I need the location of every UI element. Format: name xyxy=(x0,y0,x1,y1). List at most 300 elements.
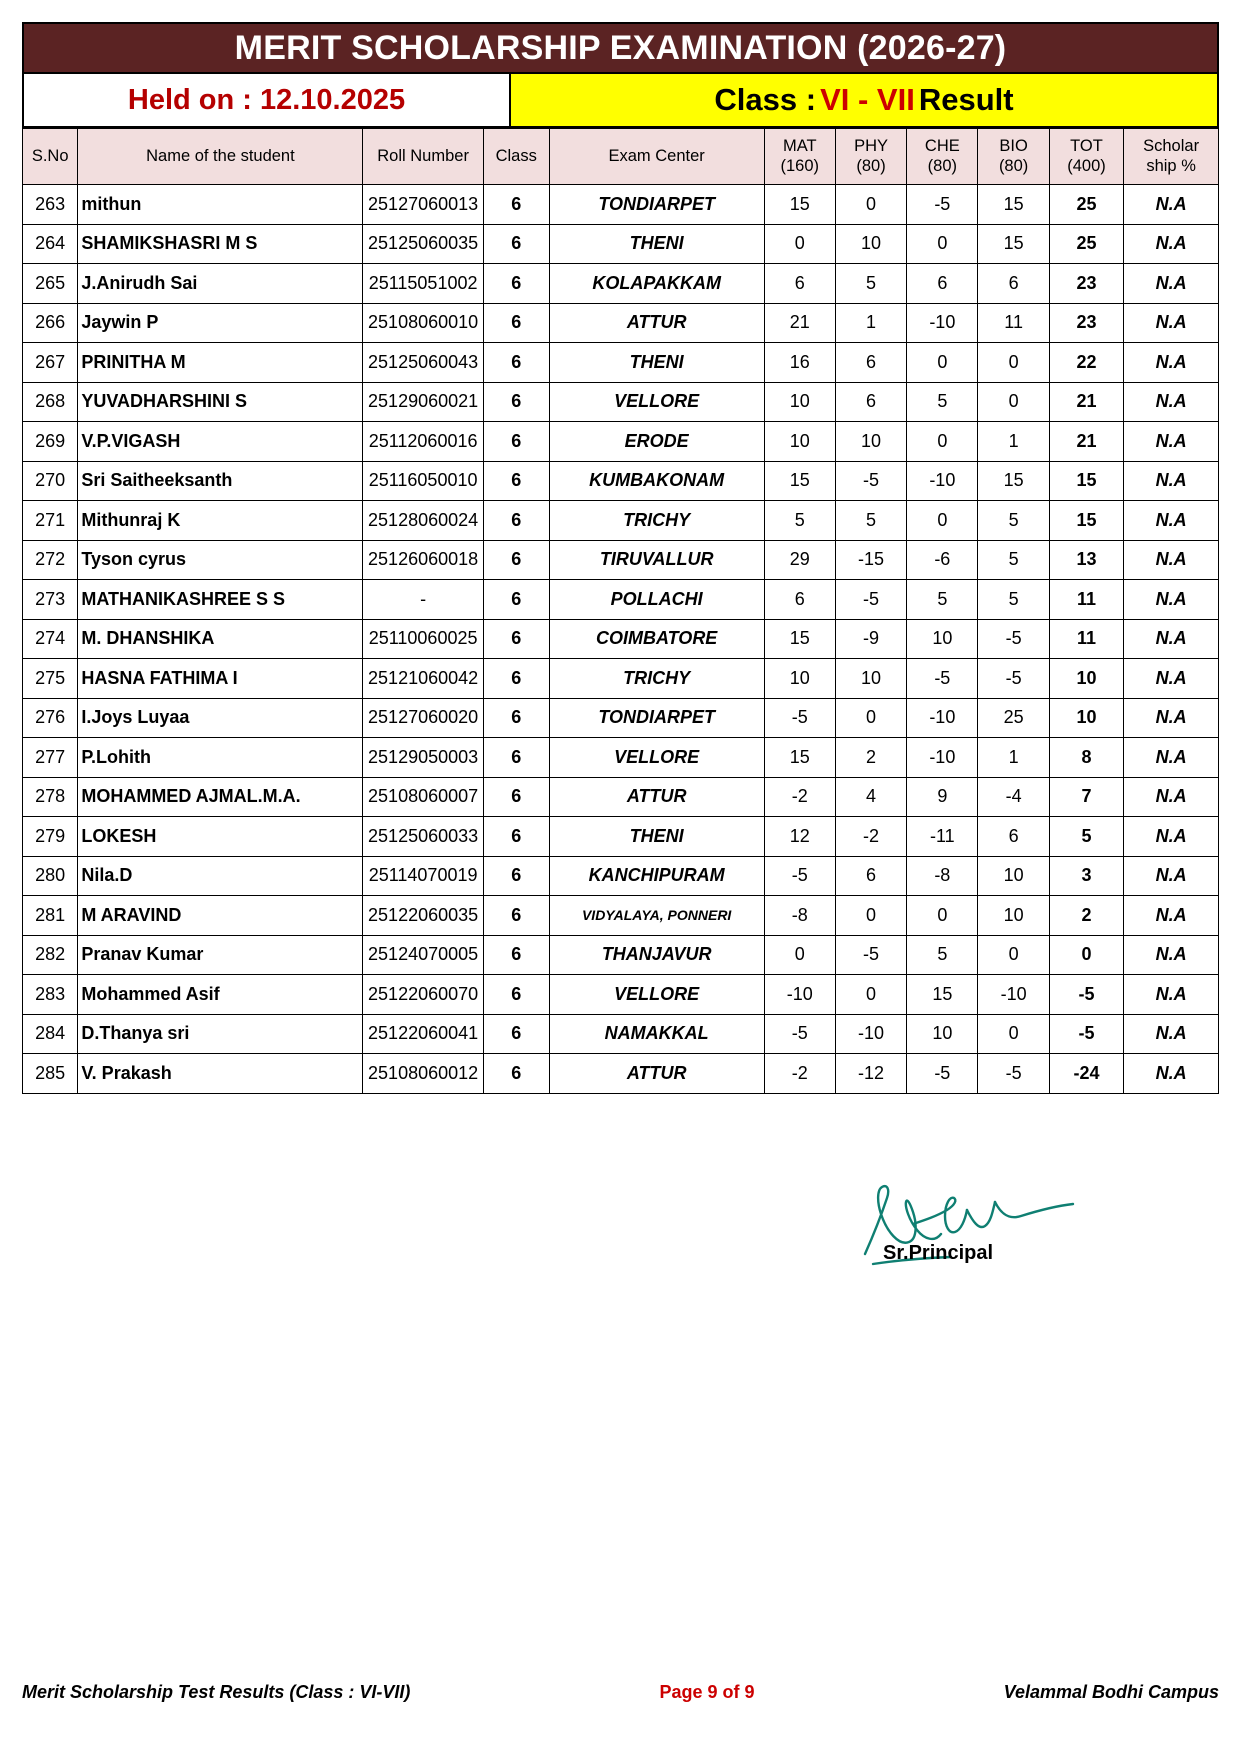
table-row xyxy=(23,896,1219,936)
cell-roll-number: 25122060070 xyxy=(363,975,483,1015)
cell-roll-number: 25127060020 xyxy=(363,698,483,738)
cell-che-score: -5 xyxy=(907,1054,978,1094)
col-header-phy-max: (80) xyxy=(856,156,886,175)
cell-che-score: -10 xyxy=(907,698,978,738)
cell-exam-center: ATTUR xyxy=(549,777,764,817)
cell-bio-score: 6 xyxy=(978,264,1049,304)
col-header-tot-max: (400) xyxy=(1067,156,1106,175)
cell-total-score: 25 xyxy=(1049,224,1123,264)
table-header-row xyxy=(23,129,1219,185)
cell-che-score: 5 xyxy=(907,382,978,422)
col-header-name: Name of the student xyxy=(78,129,363,185)
cell-phy-score: 10 xyxy=(835,659,906,699)
cell-sno: 273 xyxy=(23,580,78,620)
cell-che-score: -10 xyxy=(907,461,978,501)
cell-mat-score: 15 xyxy=(764,738,835,778)
table-row xyxy=(23,343,1219,383)
cell-scholarship-percent: N.A xyxy=(1124,738,1219,778)
table-row xyxy=(23,422,1219,462)
cell-che-score: -5 xyxy=(907,659,978,699)
cell-sno: 283 xyxy=(23,975,78,1015)
cell-sno: 278 xyxy=(23,777,78,817)
cell-exam-center: THENI xyxy=(549,343,764,383)
cell-class: 6 xyxy=(483,975,549,1015)
cell-total-score: -5 xyxy=(1049,1014,1123,1054)
table-row xyxy=(23,185,1219,225)
cell-mat-score: 0 xyxy=(764,935,835,975)
cell-total-score: 21 xyxy=(1049,382,1123,422)
cell-scholarship-percent: N.A xyxy=(1124,185,1219,225)
cell-scholarship-percent: N.A xyxy=(1124,580,1219,620)
cell-scholarship-percent: N.A xyxy=(1124,619,1219,659)
cell-che-score: -10 xyxy=(907,738,978,778)
cell-scholarship-percent: N.A xyxy=(1124,461,1219,501)
cell-phy-score: 10 xyxy=(835,422,906,462)
cell-che-score: 0 xyxy=(907,501,978,541)
cell-class: 6 xyxy=(483,738,549,778)
cell-bio-score: -5 xyxy=(978,619,1049,659)
col-header-class: Class xyxy=(483,129,549,185)
footer-left-text: Merit Scholarship Test Results (Class : VI-VII) xyxy=(22,1682,411,1702)
title-banner xyxy=(22,22,1219,74)
cell-bio-score: 11 xyxy=(978,303,1049,343)
cell-scholarship-percent: N.A xyxy=(1124,698,1219,738)
cell-phy-score: -5 xyxy=(835,580,906,620)
cell-che-score: 5 xyxy=(907,935,978,975)
cell-class: 6 xyxy=(483,698,549,738)
cell-scholarship-percent: N.A xyxy=(1124,975,1219,1015)
cell-class: 6 xyxy=(483,461,549,501)
cell-class: 6 xyxy=(483,382,549,422)
cell-phy-score: 6 xyxy=(835,856,906,896)
cell-sno: 275 xyxy=(23,659,78,699)
cell-roll-number: 25122060035 xyxy=(363,896,483,936)
cell-roll-number: 25108060007 xyxy=(363,777,483,817)
col-header-exam-center: Exam Center xyxy=(549,129,764,185)
cell-sno: 266 xyxy=(23,303,78,343)
cell-roll-number: 25129050003 xyxy=(363,738,483,778)
cell-mat-score: 10 xyxy=(764,422,835,462)
cell-total-score: 5 xyxy=(1049,817,1123,857)
class-result-cell xyxy=(511,74,1217,126)
cell-student-name: MOHAMMED AJMAL.M.A. xyxy=(78,777,363,817)
cell-total-score: 0 xyxy=(1049,935,1123,975)
cell-class: 6 xyxy=(483,659,549,699)
cell-exam-center: TRICHY xyxy=(549,501,764,541)
table-row xyxy=(23,224,1219,264)
cell-che-score: -11 xyxy=(907,817,978,857)
col-header-che-title: CHE xyxy=(924,137,960,156)
table-row xyxy=(23,935,1219,975)
cell-exam-center: VELLORE xyxy=(549,738,764,778)
table-row xyxy=(23,698,1219,738)
cell-exam-center: TONDIARPET xyxy=(549,698,764,738)
cell-che-score: 9 xyxy=(907,777,978,817)
class-prefix-label: Class : xyxy=(714,82,817,117)
col-header-che xyxy=(907,129,978,185)
cell-phy-score: 0 xyxy=(835,185,906,225)
cell-exam-center: TIRUVALLUR xyxy=(549,540,764,580)
col-header-tot xyxy=(1049,129,1123,185)
cell-che-score: 0 xyxy=(907,422,978,462)
class-value-label: VI - VII xyxy=(820,82,915,117)
cell-bio-score: 25 xyxy=(978,698,1049,738)
col-header-tot-title: TOT xyxy=(1070,137,1103,156)
cell-total-score: 11 xyxy=(1049,580,1123,620)
cell-sno: 276 xyxy=(23,698,78,738)
cell-che-score: 15 xyxy=(907,975,978,1015)
cell-che-score: 10 xyxy=(907,619,978,659)
col-header-mat-max: (160) xyxy=(780,156,820,175)
cell-total-score: 7 xyxy=(1049,777,1123,817)
col-header-scholarship-line2: ship % xyxy=(1146,156,1196,175)
cell-che-score: -10 xyxy=(907,303,978,343)
cell-roll-number: 25125060043 xyxy=(363,343,483,383)
footer-right-text: Velammal Bodhi Campus xyxy=(1003,1682,1219,1702)
cell-scholarship-percent: N.A xyxy=(1124,777,1219,817)
col-header-sno: S.No xyxy=(23,129,78,185)
cell-mat-score: 12 xyxy=(764,817,835,857)
cell-scholarship-percent: N.A xyxy=(1124,540,1219,580)
col-header-scholarship xyxy=(1124,129,1219,185)
cell-total-score: 8 xyxy=(1049,738,1123,778)
cell-roll-number: 25116050010 xyxy=(363,461,483,501)
cell-exam-center: TONDIARPET xyxy=(549,185,764,225)
cell-total-score: 2 xyxy=(1049,896,1123,936)
cell-bio-score: 0 xyxy=(978,382,1049,422)
cell-class: 6 xyxy=(483,343,549,383)
table-row xyxy=(23,501,1219,541)
cell-roll-number: 25122060041 xyxy=(363,1014,483,1054)
cell-phy-score: 1 xyxy=(835,303,906,343)
cell-phy-score: -12 xyxy=(835,1054,906,1094)
cell-mat-score: 15 xyxy=(764,619,835,659)
table-row xyxy=(23,975,1219,1015)
table-row xyxy=(23,1054,1219,1094)
cell-exam-center: VELLORE xyxy=(549,975,764,1015)
cell-scholarship-percent: N.A xyxy=(1124,659,1219,699)
col-header-scholarship-line1: Scholar xyxy=(1143,137,1200,156)
col-header-phy xyxy=(835,129,906,185)
cell-scholarship-percent: N.A xyxy=(1124,303,1219,343)
cell-class: 6 xyxy=(483,540,549,580)
cell-roll-number: 25121060042 xyxy=(363,659,483,699)
table-row xyxy=(23,540,1219,580)
cell-mat-score: 29 xyxy=(764,540,835,580)
cell-exam-center: TRICHY xyxy=(549,659,764,699)
cell-total-score: 21 xyxy=(1049,422,1123,462)
cell-total-score: 23 xyxy=(1049,303,1123,343)
cell-student-name: P.Lohith xyxy=(78,738,363,778)
cell-roll-number: 25108060010 xyxy=(363,303,483,343)
cell-student-name: Mohammed Asif xyxy=(78,975,363,1015)
cell-bio-score: -5 xyxy=(978,1054,1049,1094)
results-table-body xyxy=(23,185,1219,1094)
cell-phy-score: -15 xyxy=(835,540,906,580)
cell-scholarship-percent: N.A xyxy=(1124,1054,1219,1094)
col-header-roll-number: Roll Number xyxy=(363,129,483,185)
cell-mat-score: 6 xyxy=(764,264,835,304)
cell-bio-score: 5 xyxy=(978,540,1049,580)
cell-mat-score: 16 xyxy=(764,343,835,383)
cell-exam-center: KOLAPAKKAM xyxy=(549,264,764,304)
cell-phy-score: 0 xyxy=(835,975,906,1015)
table-row xyxy=(23,619,1219,659)
held-on-text: Held on : 12.10.2025 xyxy=(127,83,406,116)
signature-area xyxy=(851,1180,1081,1290)
cell-sno: 270 xyxy=(23,461,78,501)
cell-phy-score: 6 xyxy=(835,343,906,383)
cell-bio-score: 0 xyxy=(978,1014,1049,1054)
cell-student-name: Jaywin P xyxy=(78,303,363,343)
cell-exam-center: THENI xyxy=(549,224,764,264)
cell-student-name: M ARAVIND xyxy=(78,896,363,936)
cell-bio-score: 1 xyxy=(978,738,1049,778)
cell-student-name: Sri Saitheeksanth xyxy=(78,461,363,501)
cell-roll-number: 25124070005 xyxy=(363,935,483,975)
cell-exam-center: POLLACHI xyxy=(549,580,764,620)
cell-class: 6 xyxy=(483,817,549,857)
cell-exam-center: THANJAVUR xyxy=(549,935,764,975)
cell-class: 6 xyxy=(483,224,549,264)
cell-total-score: -24 xyxy=(1049,1054,1123,1094)
cell-sno: 264 xyxy=(23,224,78,264)
cell-class: 6 xyxy=(483,580,549,620)
cell-total-score: 22 xyxy=(1049,343,1123,383)
results-table xyxy=(22,128,1219,1094)
cell-exam-center: THENI xyxy=(549,817,764,857)
cell-sno: 263 xyxy=(23,185,78,225)
cell-exam-center: ERODE xyxy=(549,422,764,462)
cell-class: 6 xyxy=(483,935,549,975)
table-row xyxy=(23,382,1219,422)
cell-sno: 284 xyxy=(23,1014,78,1054)
table-row xyxy=(23,738,1219,778)
cell-roll-number: 25128060024 xyxy=(363,501,483,541)
col-header-bio-title: BIO xyxy=(999,137,1028,156)
cell-phy-score: 5 xyxy=(835,501,906,541)
cell-class: 6 xyxy=(483,264,549,304)
cell-bio-score: 6 xyxy=(978,817,1049,857)
cell-student-name: MATHANIKASHREE S S xyxy=(78,580,363,620)
col-header-bio-max: (80) xyxy=(998,156,1029,175)
table-row xyxy=(23,659,1219,699)
cell-phy-score: 10 xyxy=(835,224,906,264)
cell-student-name: mithun xyxy=(78,185,363,225)
cell-che-score: 10 xyxy=(907,1014,978,1054)
col-header-phy-title: PHY xyxy=(854,137,889,156)
table-row xyxy=(23,303,1219,343)
cell-student-name: I.Joys Luyaa xyxy=(78,698,363,738)
cell-class: 6 xyxy=(483,1054,549,1094)
cell-mat-score: -2 xyxy=(764,1054,835,1094)
cell-total-score: 23 xyxy=(1049,264,1123,304)
cell-sno: 274 xyxy=(23,619,78,659)
page-title: MERIT SCHOLARSHIP EXAMINATION (2026-27) xyxy=(234,28,1007,67)
cell-che-score: 0 xyxy=(907,896,978,936)
cell-class: 6 xyxy=(483,1014,549,1054)
cell-che-score: -8 xyxy=(907,856,978,896)
cell-student-name: J.Anirudh Sai xyxy=(78,264,363,304)
cell-phy-score: -2 xyxy=(835,817,906,857)
cell-student-name: D.Thanya sri xyxy=(78,1014,363,1054)
cell-exam-center: ATTUR xyxy=(549,303,764,343)
cell-mat-score: -5 xyxy=(764,698,835,738)
cell-roll-number: 25110060025 xyxy=(363,619,483,659)
cell-bio-score: 5 xyxy=(978,501,1049,541)
cell-scholarship-percent: N.A xyxy=(1124,856,1219,896)
cell-sno: 269 xyxy=(23,422,78,462)
footer-page-number: Page 9 of 9 xyxy=(659,1682,755,1702)
cell-total-score: 25 xyxy=(1049,185,1123,225)
cell-scholarship-percent: N.A xyxy=(1124,501,1219,541)
cell-roll-number: 25125060033 xyxy=(363,817,483,857)
results-table-head xyxy=(23,129,1219,185)
cell-mat-score: -10 xyxy=(764,975,835,1015)
cell-student-name: V. Prakash xyxy=(78,1054,363,1094)
cell-mat-score: 15 xyxy=(764,185,835,225)
cell-exam-center: VIDYALAYA, PONNERI xyxy=(549,896,764,936)
cell-mat-score: 15 xyxy=(764,461,835,501)
cell-roll-number: 25114070019 xyxy=(363,856,483,896)
cell-exam-center: VELLORE xyxy=(549,382,764,422)
cell-roll-number: 25115051002 xyxy=(363,264,483,304)
cell-che-score: -5 xyxy=(907,185,978,225)
cell-student-name: PRINITHA M xyxy=(78,343,363,383)
cell-scholarship-percent: N.A xyxy=(1124,264,1219,304)
cell-scholarship-percent: N.A xyxy=(1124,343,1219,383)
cell-sno: 277 xyxy=(23,738,78,778)
cell-phy-score: 2 xyxy=(835,738,906,778)
cell-class: 6 xyxy=(483,501,549,541)
cell-bio-score: 1 xyxy=(978,422,1049,462)
cell-class: 6 xyxy=(483,619,549,659)
cell-scholarship-percent: N.A xyxy=(1124,422,1219,462)
col-header-che-max: (80) xyxy=(927,156,957,175)
cell-roll-number: 25108060012 xyxy=(363,1054,483,1094)
cell-student-name: SHAMIKSHASRI M S xyxy=(78,224,363,264)
cell-sno: 285 xyxy=(23,1054,78,1094)
cell-che-score: 0 xyxy=(907,224,978,264)
cell-total-score: -5 xyxy=(1049,975,1123,1015)
cell-student-name: HASNA FATHIMA I xyxy=(78,659,363,699)
cell-scholarship-percent: N.A xyxy=(1124,935,1219,975)
held-on-cell xyxy=(24,74,511,126)
cell-total-score: 15 xyxy=(1049,501,1123,541)
cell-total-score: 11 xyxy=(1049,619,1123,659)
table-row xyxy=(23,264,1219,304)
cell-roll-number: 25127060013 xyxy=(363,185,483,225)
cell-student-name: V.P.VIGASH xyxy=(78,422,363,462)
cell-student-name: Nila.D xyxy=(78,856,363,896)
cell-student-name: LOKESH xyxy=(78,817,363,857)
cell-mat-score: 21 xyxy=(764,303,835,343)
cell-bio-score: 0 xyxy=(978,935,1049,975)
cell-sno: 280 xyxy=(23,856,78,896)
cell-student-name: YUVADHARSHINI S xyxy=(78,382,363,422)
table-row xyxy=(23,856,1219,896)
cell-phy-score: 6 xyxy=(835,382,906,422)
cell-exam-center: KUMBAKONAM xyxy=(549,461,764,501)
cell-roll-number: 25126060018 xyxy=(363,540,483,580)
cell-phy-score: -9 xyxy=(835,619,906,659)
cell-exam-center: NAMAKKAL xyxy=(549,1014,764,1054)
cell-mat-score: -2 xyxy=(764,777,835,817)
cell-total-score: 10 xyxy=(1049,698,1123,738)
cell-scholarship-percent: N.A xyxy=(1124,896,1219,936)
cell-roll-number: - xyxy=(363,580,483,620)
cell-total-score: 15 xyxy=(1049,461,1123,501)
cell-total-score: 10 xyxy=(1049,659,1123,699)
cell-phy-score: 0 xyxy=(835,896,906,936)
cell-phy-score: 0 xyxy=(835,698,906,738)
table-row xyxy=(23,461,1219,501)
cell-che-score: -6 xyxy=(907,540,978,580)
cell-che-score: 5 xyxy=(907,580,978,620)
cell-class: 6 xyxy=(483,777,549,817)
cell-mat-score: 10 xyxy=(764,382,835,422)
cell-sno: 281 xyxy=(23,896,78,936)
table-row xyxy=(23,817,1219,857)
cell-student-name: M. DHANSHIKA xyxy=(78,619,363,659)
cell-sno: 271 xyxy=(23,501,78,541)
cell-bio-score: -10 xyxy=(978,975,1049,1015)
cell-student-name: Pranav Kumar xyxy=(78,935,363,975)
cell-sno: 267 xyxy=(23,343,78,383)
principal-signature-icon xyxy=(851,1180,1081,1290)
cell-sno: 282 xyxy=(23,935,78,975)
cell-bio-score: 10 xyxy=(978,856,1049,896)
cell-sno: 268 xyxy=(23,382,78,422)
cell-bio-score: 0 xyxy=(978,343,1049,383)
cell-phy-score: -5 xyxy=(835,935,906,975)
cell-bio-score: 15 xyxy=(978,224,1049,264)
cell-total-score: 13 xyxy=(1049,540,1123,580)
cell-mat-score: -5 xyxy=(764,856,835,896)
cell-student-name: Mithunraj K xyxy=(78,501,363,541)
col-header-mat-title: MAT xyxy=(782,137,817,156)
cell-student-name: Tyson cyrus xyxy=(78,540,363,580)
cell-bio-score: 10 xyxy=(978,896,1049,936)
cell-sno: 265 xyxy=(23,264,78,304)
cell-roll-number: 25112060016 xyxy=(363,422,483,462)
cell-roll-number: 25129060021 xyxy=(363,382,483,422)
cell-che-score: 6 xyxy=(907,264,978,304)
page-footer xyxy=(22,1682,1219,1703)
cell-scholarship-percent: N.A xyxy=(1124,382,1219,422)
signature-label: Sr.Principal xyxy=(883,1242,994,1264)
cell-mat-score: 6 xyxy=(764,580,835,620)
cell-bio-score: 15 xyxy=(978,185,1049,225)
sub-header xyxy=(22,74,1219,128)
cell-scholarship-percent: N.A xyxy=(1124,1014,1219,1054)
cell-phy-score: 5 xyxy=(835,264,906,304)
cell-sno: 272 xyxy=(23,540,78,580)
cell-sno: 279 xyxy=(23,817,78,857)
cell-class: 6 xyxy=(483,422,549,462)
cell-bio-score: 5 xyxy=(978,580,1049,620)
cell-class: 6 xyxy=(483,856,549,896)
cell-scholarship-percent: N.A xyxy=(1124,224,1219,264)
cell-mat-score: 10 xyxy=(764,659,835,699)
table-row xyxy=(23,580,1219,620)
cell-mat-score: 5 xyxy=(764,501,835,541)
cell-exam-center: ATTUR xyxy=(549,1054,764,1094)
cell-phy-score: -10 xyxy=(835,1014,906,1054)
cell-roll-number: 25125060035 xyxy=(363,224,483,264)
cell-class: 6 xyxy=(483,896,549,936)
cell-exam-center: COIMBATORE xyxy=(549,619,764,659)
